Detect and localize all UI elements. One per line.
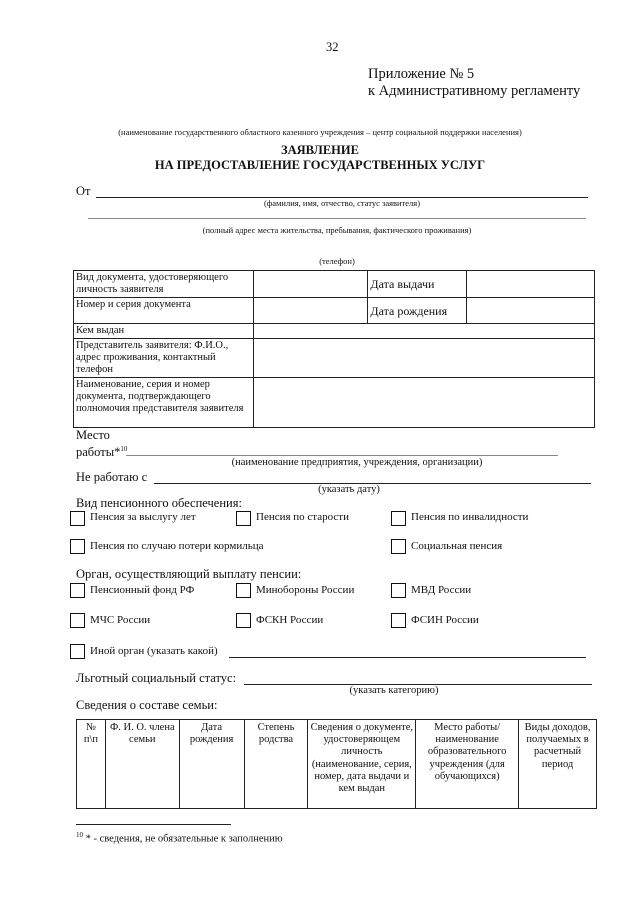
option-pfr: Пенсионный фонд РФ [90,584,195,596]
form-title [100,143,540,173]
issued-by-field[interactable] [253,324,594,339]
phone-caption: (телефон) [319,256,355,266]
from-caption: (фамилия, имя, отчество, статус заявителя) [263,198,421,208]
option-mvd: МВД России [411,584,472,596]
doc-number-field[interactable] [253,298,368,324]
pension-type-heading: Вид пенсионного обеспечения: [76,496,242,510]
col-relation: Степень родства [244,720,308,809]
benefit-status-caption: (указать категорию) [349,685,439,696]
family-heading: Сведения о составе семьи: [76,698,218,712]
authority-doc-label: Наименование, серия и номер документа, подтверждающего полномочия представителя заявителя [74,378,254,428]
checkbox-fsin[interactable] [391,613,406,628]
issued-by-label: Кем выдан [74,324,254,339]
page-number: 32 [326,40,339,54]
title-line1: ЗАЯВЛЕНИЕ [281,143,359,157]
appendix-block [368,66,580,100]
checkbox-disability[interactable] [391,511,406,526]
work-caption: (наименование предприятия, учреждения, организации) [231,457,483,468]
checkbox-mod[interactable] [236,583,251,598]
benefit-status-label: Льготный социальный статус: [76,671,237,685]
work-footnote-ref: 10 [120,445,128,453]
doc-type-field[interactable] [253,271,368,298]
representative-label: Представитель заявителя: Ф.И.О., адрес проживания, контактный телефон [74,339,254,378]
col-income-types: Виды доходов, получаемых в расчетный период [519,720,597,809]
option-disability: Пенсия по инвалидности [411,511,529,523]
from-label: От [76,184,91,198]
address-caption: (полный адрес места жительства, пребывания, фактического проживания) [202,225,472,235]
footnote-text: * - сведения, не обязательные к заполнению [85,833,283,845]
title-line2: НА ПРЕДОСТАВЛЕНИЕ ГОСУДАРСТВЕННЫХ УСЛУГ [154,158,486,172]
col-id-document: Сведения о документе, удостоверяющем личность (наименование, серия, номер, дата выдачи и кем выдан [308,720,416,809]
col-name: Ф. И. О. члена семьи [105,720,179,809]
checkbox-other[interactable] [70,644,85,659]
work-input-line[interactable] [126,455,558,456]
not-working-caption: (указать дату) [318,484,380,495]
birth-date-field[interactable] [467,298,595,324]
other-body-input-line[interactable] [229,657,586,658]
option-fsin: ФСИН России [411,614,479,626]
representative-field[interactable] [253,339,594,378]
checkbox-mvd[interactable] [391,583,406,598]
checkbox-old-age[interactable] [236,511,251,526]
work-label [76,428,127,459]
doc-number-label: Номер и серия документа [74,298,254,324]
appendix-line2: к Административному регламенту [368,83,581,99]
option-fskn: ФСКН России [256,614,324,626]
option-social: Социальная пенсия [411,540,503,552]
col-birth-date: Дата рождения [179,720,244,809]
document-table [73,270,595,428]
institution-caption: (наименование государственного областного казенного учреждения – центр социальной поддержки населения) [118,127,522,137]
option-mod: Минобороны России [256,584,355,596]
checkbox-social[interactable] [391,539,406,554]
not-working-label: Не работаю с [76,470,148,484]
option-other: Иной орган (указать какой) [90,645,218,657]
birth-date-label: Дата рождения [368,298,467,324]
checkbox-pfr[interactable] [70,583,85,598]
checkbox-survivor[interactable] [70,539,85,554]
checkbox-long-service[interactable] [70,511,85,526]
footnote-separator [76,824,231,825]
doc-type-label: Вид документа, удостоверяющего личность заявителя [74,271,254,298]
authority-doc-field[interactable] [253,378,594,428]
footnote-number: 10 [76,831,83,839]
option-mchs: МЧС России [90,614,151,626]
checkbox-mchs[interactable] [70,613,85,628]
col-work-place: Место работы/ наименование образовательного учреждения (для обучающихся) [416,720,519,809]
pension-body-heading: Орган, осуществляющий выплату пенсии: [76,567,302,581]
checkbox-fskn[interactable] [236,613,251,628]
footnote [76,831,283,845]
family-table [76,719,597,809]
work-label-line2: работы*$^{10}$ [76,445,128,460]
col-number: № п\п [77,720,106,809]
option-long-service: Пенсия за выслугу лет [90,511,196,523]
option-old-age: Пенсия по старости [256,511,349,523]
address-input-line[interactable] [88,218,586,219]
appendix-line1: Приложение № 5 [368,66,475,82]
work-label-line1: Место [76,428,110,442]
option-survivor: Пенсия по случаю потери кормильца [90,540,264,552]
issue-date-field[interactable] [467,271,595,298]
issue-date-label: Дата выдачи [368,271,467,298]
